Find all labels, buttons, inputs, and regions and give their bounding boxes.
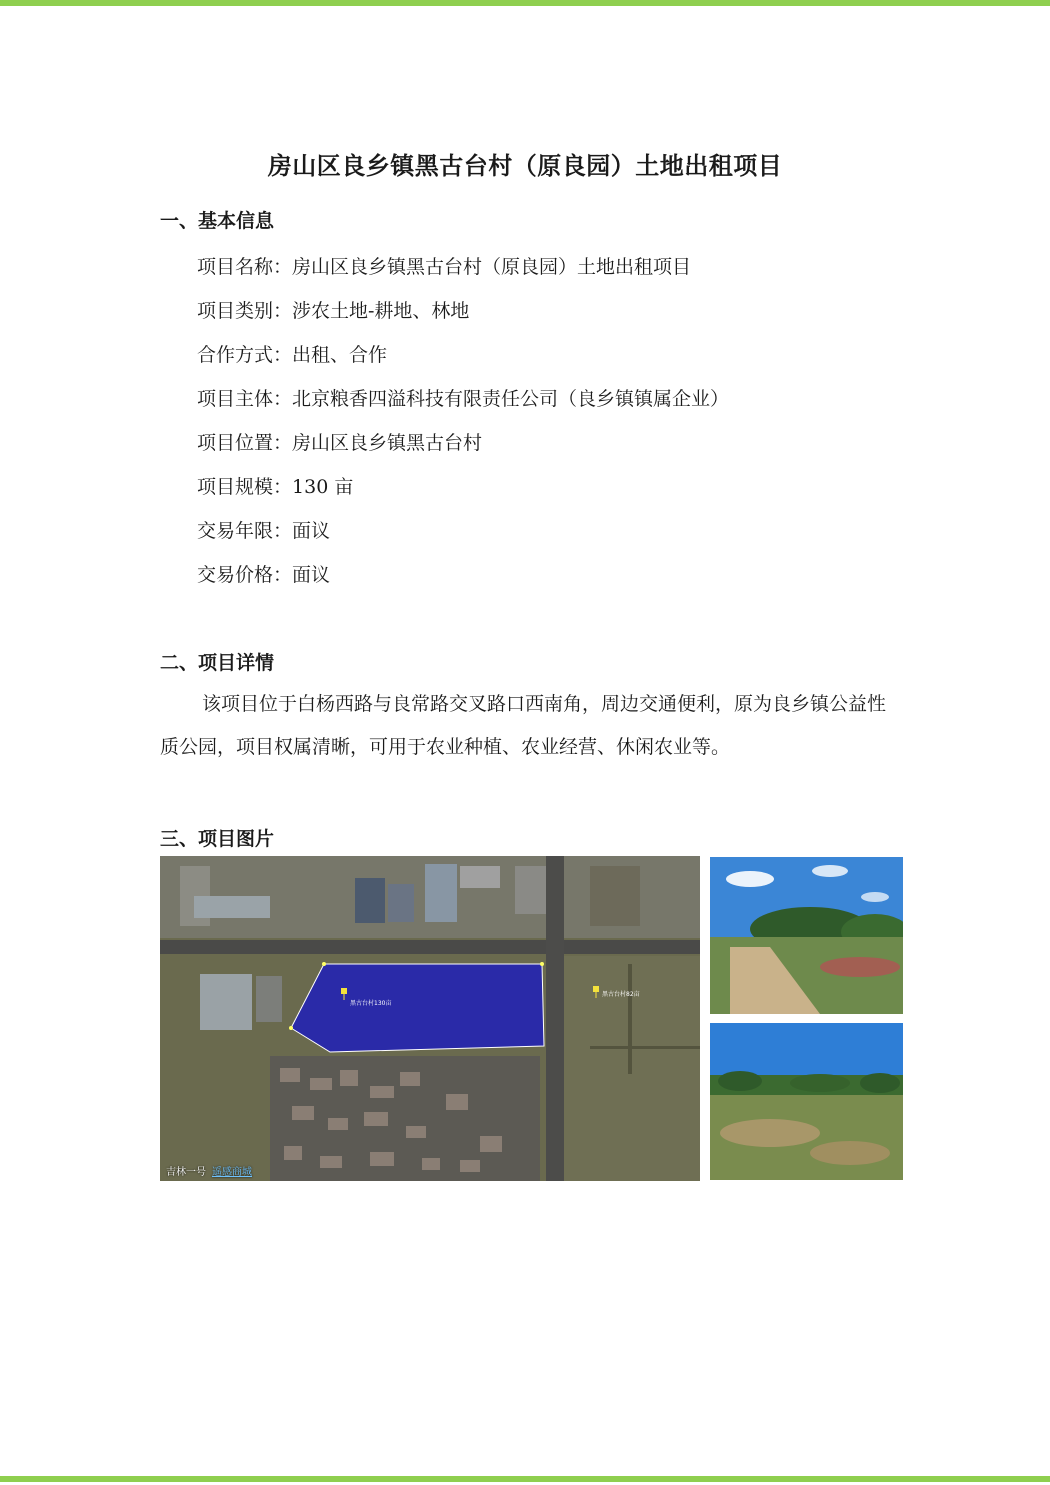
- info-row-location: [197, 428, 482, 455]
- satellite-map: [160, 856, 700, 1181]
- map-watermark: [166, 1163, 252, 1178]
- info-value: 130 亩: [292, 476, 354, 498]
- info-row-name: [197, 252, 691, 279]
- detail-text: 该项目位于白杨西路与良常路交叉路口西南角，周边交通便利，原为良乡镇公益性质公园，项目权属清晰，可用于农业种植、农业经营、休闲农业等。: [160, 693, 887, 758]
- info-row-entity: [197, 384, 729, 411]
- info-label: 项目位置：: [197, 432, 293, 454]
- info-label: 项目规模：: [197, 476, 293, 498]
- info-row-cooperation: [197, 340, 387, 367]
- info-value: 房山区良乡镇黑古台村: [292, 432, 483, 454]
- map-pin-label-1: 黑古台村130亩: [350, 1000, 392, 1007]
- info-value: 面议: [292, 564, 331, 586]
- site-photo-2: [710, 1023, 903, 1180]
- info-row-category: [197, 296, 469, 323]
- bottom-accent-bar: [0, 1476, 1050, 1482]
- info-label: 项目类别：: [197, 300, 293, 322]
- info-row-price: [197, 560, 330, 587]
- info-label: 项目主体：: [197, 388, 293, 410]
- info-value: 出租、合作: [292, 344, 388, 366]
- map-watermark-text: 吉林一号: [166, 1167, 206, 1178]
- info-row-term: [197, 516, 330, 543]
- map-watermark-link[interactable]: 遥感商城: [212, 1167, 252, 1178]
- info-label: 交易价格：: [197, 564, 293, 586]
- satellite-map-graphic: [160, 856, 700, 1181]
- map-pin-label-2: 黑古台村82亩: [602, 991, 640, 998]
- info-label: 项目名称：: [197, 256, 293, 278]
- info-label: 合作方式：: [197, 344, 293, 366]
- info-label: 交易年限：: [197, 520, 293, 542]
- info-value: 面议: [292, 520, 331, 542]
- site-photo-2-graphic: [710, 1023, 903, 1180]
- detail-paragraph: [160, 683, 900, 769]
- site-photo-1-graphic: [710, 857, 903, 1014]
- section-heading-project-images: 三、项目图片: [160, 828, 275, 850]
- info-value: 涉农土地-耕地、林地: [292, 300, 470, 322]
- info-row-scale: [197, 472, 353, 499]
- top-accent-bar: [0, 0, 1050, 6]
- info-value: 北京粮香四溢科技有限责任公司（良乡镇镇属企业）: [292, 388, 730, 410]
- site-photo-1: [710, 857, 903, 1014]
- section-heading-project-detail: 二、项目详情: [160, 652, 275, 674]
- info-value: 房山区良乡镇黑古台村（原良园）土地出租项目: [292, 256, 692, 278]
- section-heading-basic-info: 一、基本信息: [160, 210, 275, 232]
- page-title: 房山区良乡镇黑古台村（原良园）土地出租项目: [267, 151, 783, 180]
